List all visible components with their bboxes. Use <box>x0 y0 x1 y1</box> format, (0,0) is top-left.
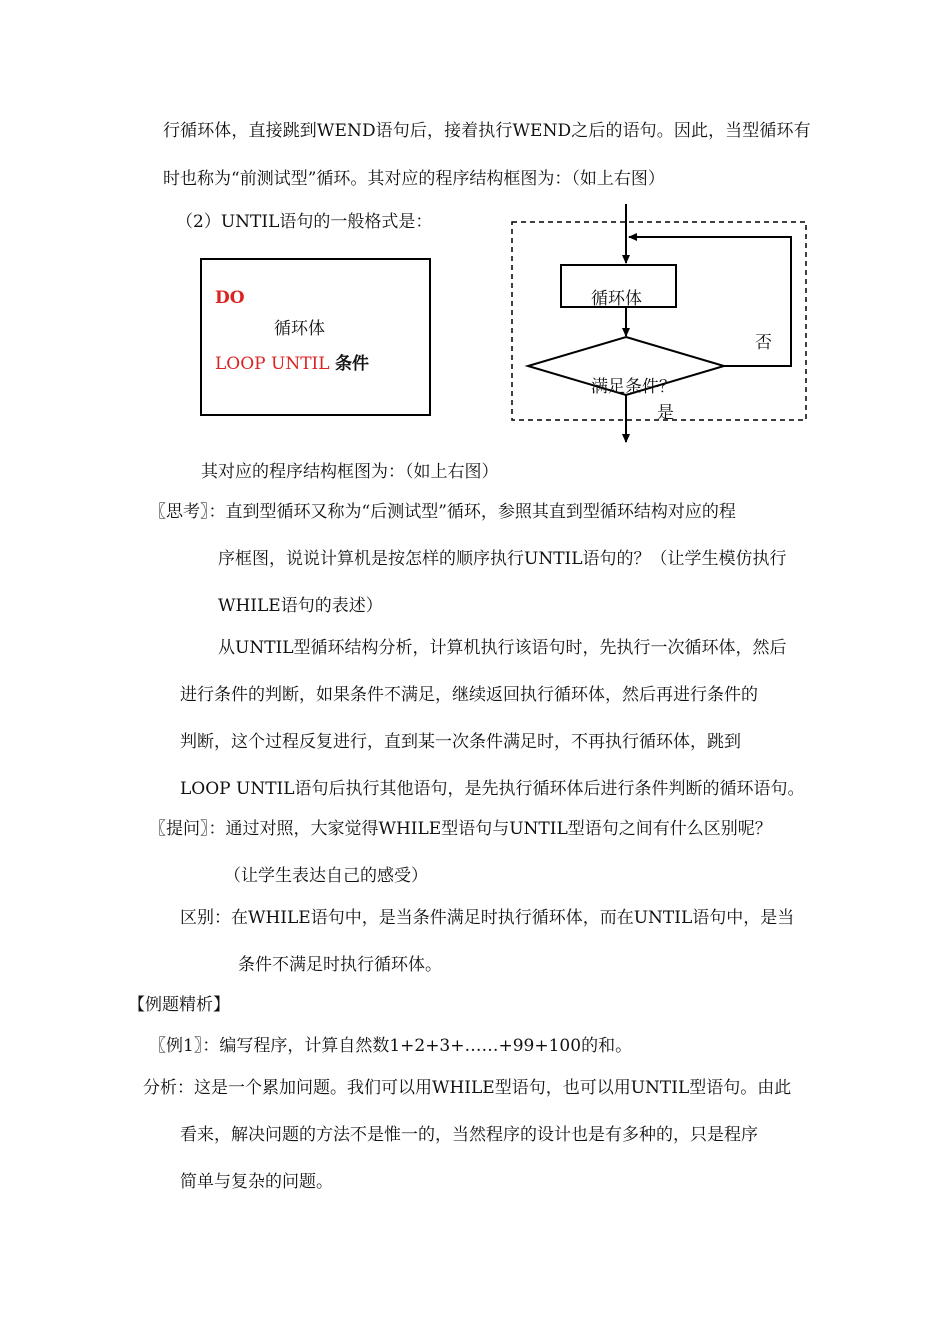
difference-line-1: 区别：在WHILE语句中，是当条件满足时执行循环体，而在UNTIL语句中，是当 <box>180 908 795 928</box>
flowchart-yes-label: 是 <box>657 403 674 423</box>
example-analysis-line-1: 分析：这是一个累加问题。我们可以用WHILE型语句，也可以用UNTIL型语句。由此 <box>143 1078 792 1098</box>
difference-line-2: 条件不满足时执行循环体。 <box>238 955 442 975</box>
example-analysis-line-3: 简单与复杂的问题。 <box>180 1172 333 1192</box>
intro-line-2: 时也称为“前测试型”循环。其对应的程序结构框图为：（如上右图） <box>163 169 665 189</box>
until-flowchart <box>500 200 820 450</box>
until-heading: （2）UNTIL语句的一般格式是： <box>176 212 433 232</box>
code-do: DO <box>215 288 245 308</box>
analysis-line-4: LOOP UNTIL语句后执行其他语句，是先执行循环体后进行条件判断的循环语句。 <box>180 779 805 799</box>
code-condition: 条件 <box>334 354 369 374</box>
think-line-1: 〖思考〗：直到型循环又称为“后测试型”循环，参照其直到型循环结构对应的程 <box>149 502 736 522</box>
think-line-2: 序框图，说说计算机是按怎样的顺序执行UNTIL语句的？（让学生模仿执行 <box>218 549 787 569</box>
analysis-line-1: 从UNTIL型循环结构分析，计算机执行该语句时，先执行一次循环体，然后 <box>218 638 787 658</box>
intro-line-1: 行循环体，直接跳到WEND语句后，接着执行WEND之后的语句。因此，当型循环有 <box>163 121 811 141</box>
question-line-1: 〖提问〗：通过对照，大家觉得WHILE型语句与UNTIL型语句之间有什么区别呢？ <box>149 819 772 839</box>
code-loop-until-line <box>215 352 369 376</box>
analysis-line-2: 进行条件的判断，如果条件不满足，继续返回执行循环体，然后再进行条件的 <box>180 685 758 705</box>
until-syntax-box <box>200 258 431 416</box>
question-line-2: （让学生表达自己的感受） <box>224 866 428 886</box>
example-analysis-line-2: 看来，解决问题的方法不是惟一的，当然程序的设计也是有多种的，只是程序 <box>180 1125 758 1145</box>
flowchart-body-label: 循环体 <box>591 289 642 309</box>
example-1: 〖例1〗：编写程序，计算自然数1+2+3+……+99+100的和。 <box>149 1036 633 1056</box>
example-section-title: 【例题精析】 <box>128 995 230 1015</box>
flowchart-condition-label: 满足条件？ <box>591 377 676 397</box>
flowchart-no-label: 否 <box>755 333 772 353</box>
think-line-3: WHILE语句的表述） <box>218 596 383 616</box>
analysis-line-3: 判断，这个过程反复进行，直到某一次条件满足时，不再执行循环体，跳到 <box>180 732 741 752</box>
code-loop-body: 循环体 <box>274 319 325 339</box>
flowchart-caption: 其对应的程序结构框图为：（如上右图） <box>201 462 499 482</box>
code-loop-until: LOOP UNTIL <box>215 354 330 374</box>
